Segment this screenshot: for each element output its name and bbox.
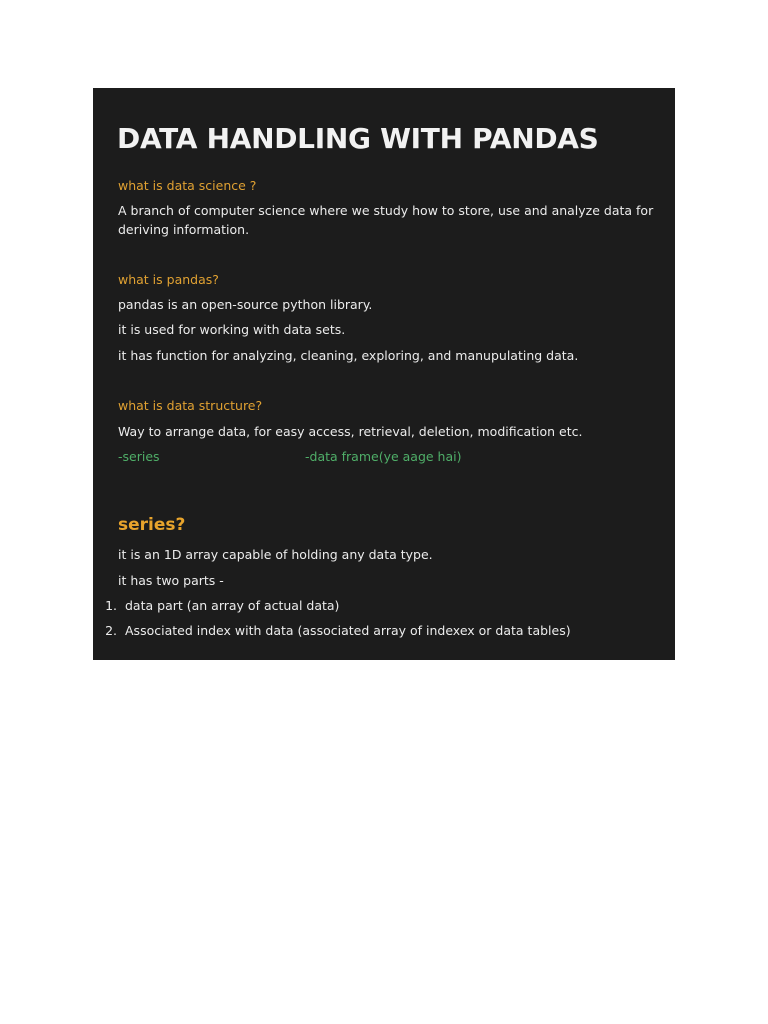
list-item	[93, 621, 571, 640]
series-line-1: it is an 1D array capable of holding any data type.	[118, 547, 433, 562]
page-title: DATA HANDLING WITH PANDAS	[117, 122, 599, 155]
answer-data-science: A branch of computer science where we study how to store, use and analyze data for deriving information.	[118, 203, 654, 237]
question-pandas: what is pandas?	[118, 272, 219, 287]
question-data-science: what is data science ?	[118, 178, 257, 193]
type-data-frame: -data frame(ye aage hai)	[305, 449, 462, 464]
answer-data-structure: Way to arrange data, for easy access, retrieval, deletion, modification etc.	[118, 424, 583, 439]
type-series: -series	[118, 449, 160, 464]
series-line-2: it has two parts -	[118, 573, 224, 588]
list-item-number: 2.	[105, 623, 117, 638]
pandas-line-2: it is used for working with data sets.	[118, 322, 346, 337]
pandas-line-1: pandas is an open-source python library.	[118, 297, 373, 312]
list-item-number: 1.	[105, 598, 117, 613]
document-panel	[93, 88, 675, 660]
series-heading: series?	[118, 515, 186, 535]
list-item	[93, 596, 339, 615]
pandas-line-3: it has function for analyzing, cleaning, exploring, and manupulating data.	[118, 348, 579, 363]
list-item-text: data part (an array of actual data)	[125, 598, 340, 613]
question-data-structure: what is data structure?	[118, 398, 263, 413]
list-item-text: Associated index with data (associated array of indexex or data tables)	[125, 623, 571, 638]
